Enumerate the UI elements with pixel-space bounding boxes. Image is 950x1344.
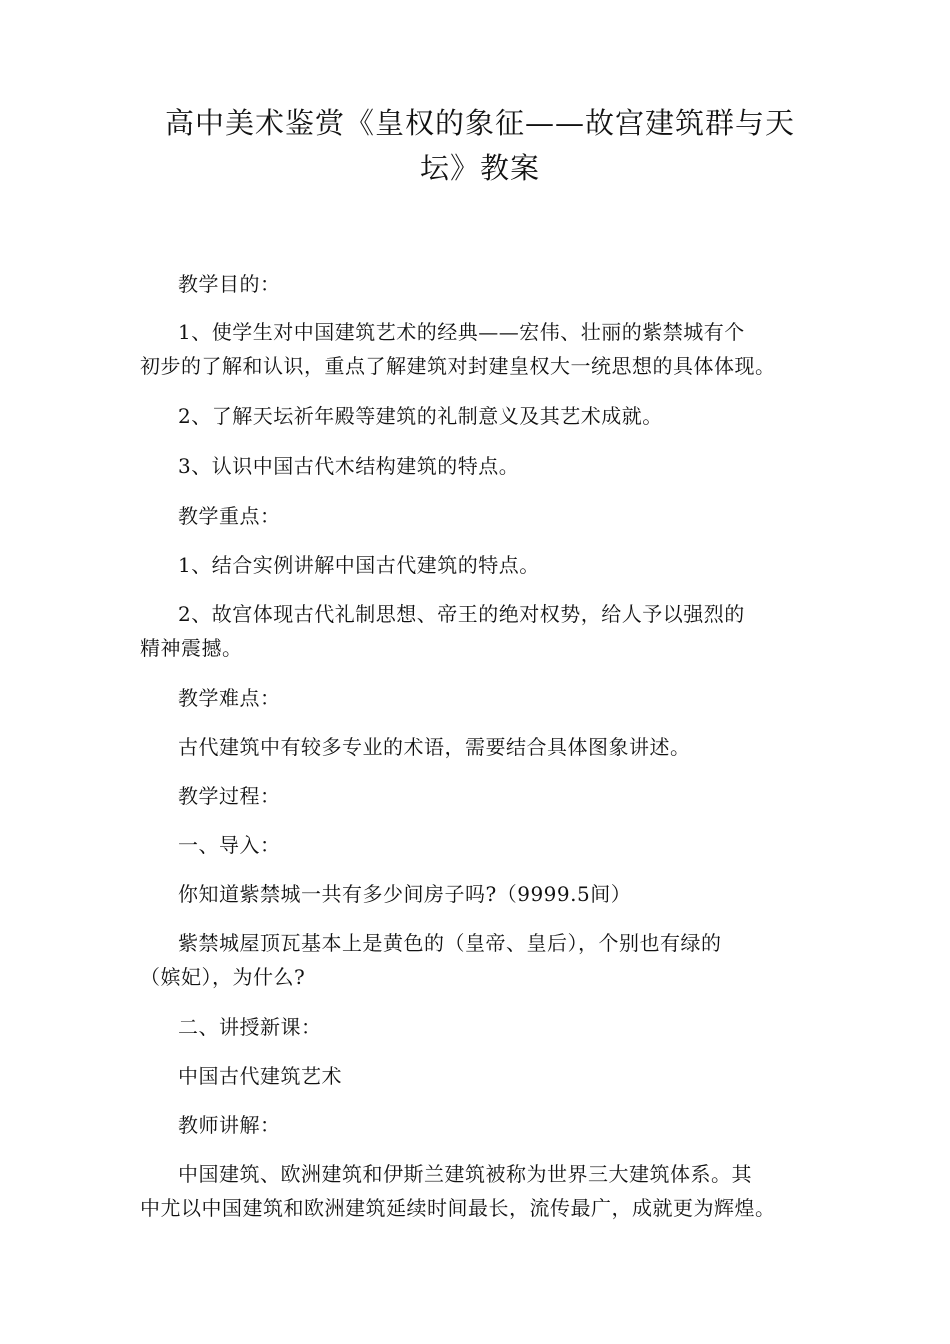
paragraph-key-point-2-line-2: 精神震撼。 [140,636,243,660]
document-title-line-2: 坛》教案 [419,151,540,185]
paragraph-question-1: 你知道紫禁城一共有多少间房子吗?（9999.5间） [178,882,632,906]
paragraph-goal-1-line-2: 初步的了解和认识，重点了解建筑对封建皇权大一统思想的具体体现。 [140,354,776,378]
heading-teaching-process: 教学过程： [178,784,281,808]
paragraph-topic: 中国古代建筑艺术 [178,1064,342,1088]
paragraph-goal-1-line-1: 1、使学生对中国建筑艺术的经典——宏伟、壮丽的紫禁城有个 [178,320,745,344]
paragraph-key-point-2-line-1: 2、故宫体现古代礼制思想、帝王的绝对权势，给人予以强烈的 [178,602,745,626]
paragraph-goal-3: 3、认识中国古代木结构建筑的特点。 [178,454,520,478]
paragraph-key-point-1: 1、结合实例讲解中国古代建筑的特点。 [178,553,540,577]
heading-new-lesson: 二、讲授新课： [178,1015,322,1039]
paragraph-explanation-line-2: 中尤以中国建筑和欧洲建筑延续时间最长，流传最广，成就更为辉煌。 [140,1196,776,1220]
heading-key-points: 教学重点： [178,504,281,528]
paragraph-question-2-line-1: 紫禁城屋顶瓦基本上是黄色的（皇帝、皇后），个别也有绿的 [178,931,722,955]
heading-teacher-explanation: 教师讲解： [178,1113,281,1137]
heading-difficulties: 教学难点： [178,686,281,710]
paragraph-question-2-line-2: （嫔妃），为什么? [140,965,306,989]
paragraph-goal-2: 2、了解天坛祈年殿等建筑的礼制意义及其艺术成就。 [178,404,663,428]
heading-introduction: 一、导入： [178,833,281,857]
paragraph-difficulty: 古代建筑中有较多专业的术语，需要结合具体图象讲述。 [178,735,691,759]
document-title-line-1: 高中美术鉴赏《皇权的象征——故宫建筑群与天 [164,106,795,140]
heading-teaching-goals: 教学目的： [178,272,281,296]
paragraph-explanation-line-1: 中国建筑、欧洲建筑和伊斯兰建筑被称为世界三大建筑体系。其 [178,1162,752,1186]
